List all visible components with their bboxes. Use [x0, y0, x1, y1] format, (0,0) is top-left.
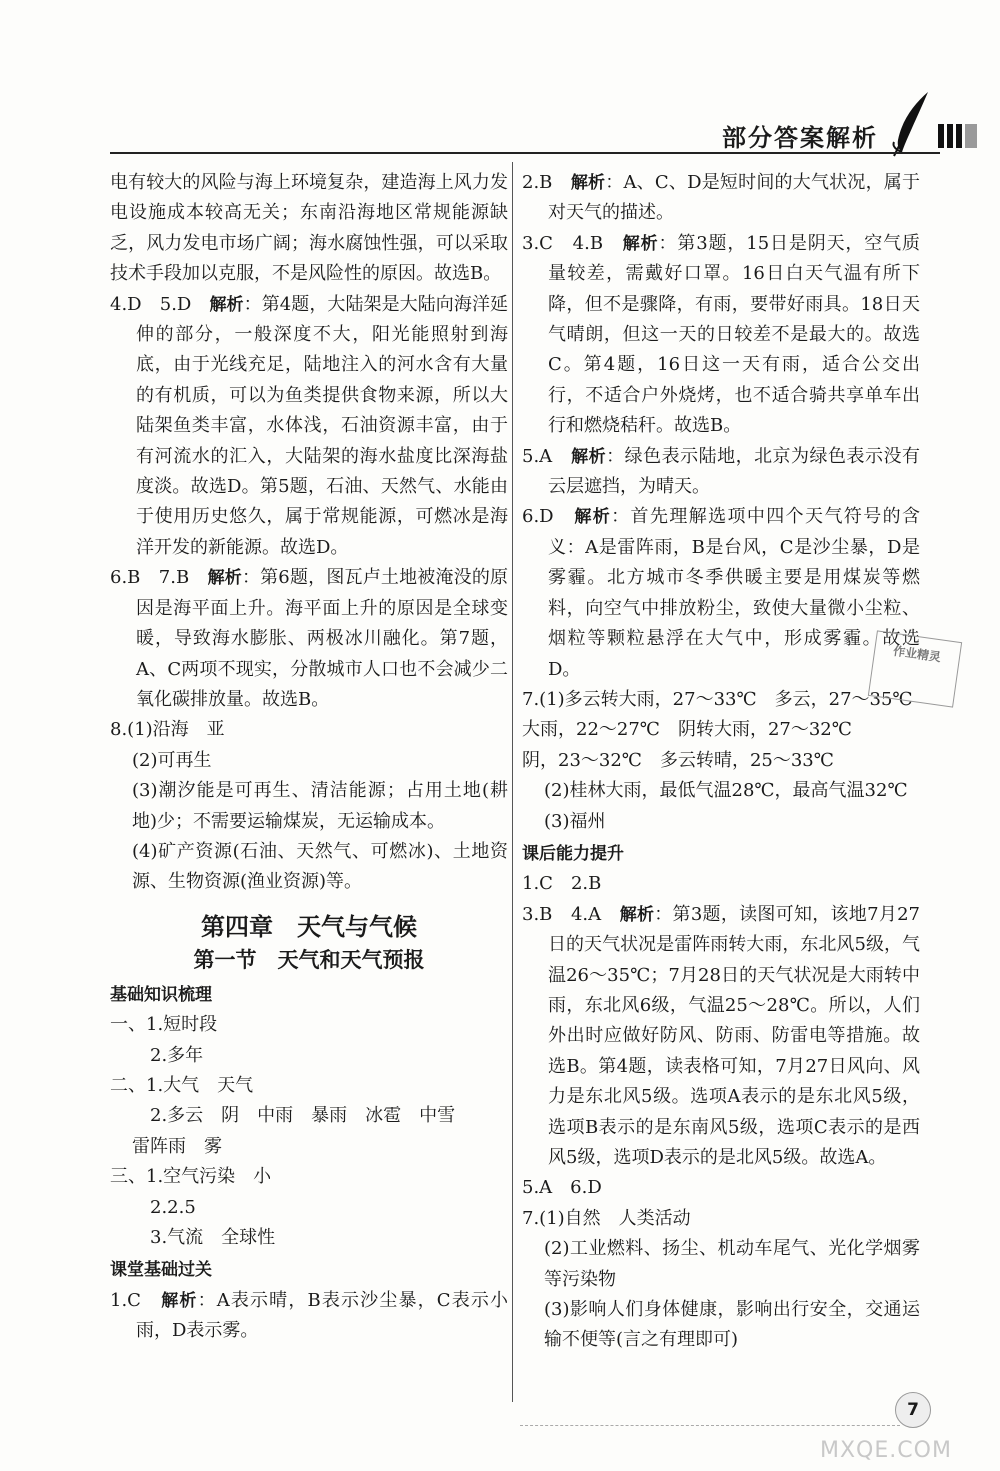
answer-number: 3.B 4.A — [522, 903, 620, 925]
header-decoration — [938, 124, 980, 148]
analysis-label: 解析 — [161, 1290, 198, 1311]
answer-line: 2.多年 — [150, 1044, 204, 1066]
answer-number: 1.C — [110, 1289, 162, 1311]
analysis-label: 解析 — [209, 294, 244, 315]
stamp — [868, 630, 962, 707]
answer-item — [110, 1286, 508, 1347]
analysis-text: ：第3题，读图可知，该地7月27日的天气状况是雷阵雨转大雨，东北风5级，气温26～35℃；7月28日的天气状况是大雨转中雨，东北风6级，气温25～28℃。所以，人们外出时应做好防风、防雨、防雷电等措施。故选B。第4题，读表格可知，7月27日风向、风力是东北风5级。选项A表示的是东北风5级，选项B表示的是东南风5级，选项C表示的是西风5级，选项D表示的是北风5级。故选A。 — [548, 903, 920, 1168]
answer-line: 2.2.5 — [150, 1196, 196, 1218]
analysis-label: 解析 — [574, 507, 612, 528]
answer-line: 1.C 2.B — [522, 873, 602, 895]
page-number: 7 — [895, 1392, 931, 1428]
subsection-heading: 课堂基础过关 — [110, 1260, 212, 1281]
answer-number: 5.A — [522, 445, 572, 467]
analysis-text: ：绿色表示陆地，北京为绿色表示没有云层遮挡，为晴天。 — [548, 445, 920, 498]
answer-line: 2.多云 阴 中雨 暴雨 冰雹 中雪 — [150, 1105, 456, 1127]
answer-item — [522, 168, 920, 229]
section-title: 第一节 天气和天气预报 — [193, 947, 425, 972]
analysis-text: ：A表示晴，B表示沙尘暴，C表示小雨，D表示雾。 — [136, 1289, 509, 1342]
analysis-label: 解析 — [207, 568, 242, 589]
answer-number: 6.B 7.B — [110, 567, 208, 589]
answer-line: 二、1.大气 天气 — [110, 1074, 254, 1096]
answer-item — [110, 563, 508, 715]
answer-line: (2)可再生 — [132, 749, 212, 771]
answer-line: (4)矿产资源(石油、天然气、可燃冰)、土地资源、生物资源(渔业资源)等。 — [132, 840, 508, 893]
answer-number: 3.C 4.B — [522, 232, 623, 254]
answer-item — [110, 290, 508, 564]
footer-rule — [520, 1425, 900, 1426]
analysis-label: 解析 — [570, 173, 606, 193]
answer-line: 3.气流 全球性 — [150, 1227, 276, 1248]
answer-item — [522, 900, 920, 1174]
answer-line: 阴，23～32℃ 多云转晴，25～33℃ — [522, 749, 834, 771]
answer-item — [522, 229, 920, 442]
answer-number: 6.D — [522, 506, 575, 528]
answer-line: 8.(1)沿海 亚 — [110, 719, 225, 741]
analysis-text: ：第6题，图瓦卢土地被淹没的原因是海平面上升。海平面上升的原因是全球变暖，导致海水膨胀、两极冰川融化。第7题，A、C两项不现实，分散城市人口也不会减少二氧化碳排放量。故选B。 — [136, 567, 509, 710]
answer-line: 7.(1)多云转大雨，27～33℃ 多云，27～35℃ — [522, 688, 913, 710]
answer-line: 大雨，22～27℃ 阴转大雨，27～32℃ — [522, 719, 852, 741]
stamp-text: 作业精灵 — [892, 643, 942, 665]
subsection-heading: 基础知识梳理 — [110, 984, 212, 1005]
analysis-text: ：首先理解选项中四个天气符号的含义：A是雷阵雨，B是台风，C是沙尘暴，D是雾霾。北方城市冬季供暖主要是用煤炭等燃料，向空气中排放粉尘，致使大量微小尘粒、烟粒等颗粒悬浮在大气中，形成雾霾。故选D。 — [548, 506, 921, 680]
left-column — [110, 168, 508, 1347]
analysis-text: ：A、C、D是短时间的大气状况，属于对天气的描述。 — [548, 172, 921, 224]
answer-number: 4.D 5.D — [110, 293, 210, 315]
analysis-label: 解析 — [571, 446, 607, 467]
feather-pen-icon — [888, 90, 936, 158]
answer-number: 2.B — [522, 172, 571, 193]
analysis-label: 解析 — [619, 904, 655, 925]
answer-line: (2)桂林大雨，最低气温28℃，最高气温32℃ — [544, 780, 908, 802]
header-rule — [110, 152, 940, 154]
answer-item — [522, 502, 920, 684]
column-divider — [512, 162, 513, 1402]
continued-text: 电有较大的风险与海上环境复杂，建造海上风力发电设施成本较高无关；东南沿海地区常规能源缺乏，风力发电市场广阔；海水腐蚀性强，可以采取技术手段加以克服，不是风险性的原因。故选B。 — [110, 172, 508, 285]
answer-line: (3)潮汐能是可再生、清洁能源；占用土地(耕地)少；不需要运输煤炭，无运输成本。 — [132, 780, 508, 832]
answer-line: 一、1.短时段 — [110, 1014, 218, 1036]
answer-line: 三、1.空气污染 小 — [110, 1166, 272, 1188]
answer-line: (3)影响人们身体健康，影响出行安全，交通运输不便等(言之有理即可) — [544, 1299, 920, 1351]
answer-line: 7.(1)自然 人类活动 — [522, 1207, 691, 1229]
answer-item — [522, 442, 920, 503]
chapter-title: 第四章 天气与气候 — [201, 912, 417, 941]
analysis-text: ：第3题，15日是阴天，空气质量较差，需戴好口罩。16日白天气温有所下降，但不是骤降，有雨，要带好雨具。18日天气晴朗，但这一天的日较差不是最大的。故选C。第4题，16日这一天有雨，适合公交出行，不适合户外烧烤，也不适合骑共享单车出行和燃烧秸秆。故选B。 — [548, 232, 920, 437]
right-column — [522, 168, 920, 1356]
analysis-text: ：第4题，大陆架是大陆向海洋延伸的部分，一般深度不大，阳光能照射到海底，由于光线充足，陆地注入的河水含有大量的有机质，可以为鱼类提供食物来源，所以大陆架鱼类丰富，水体浅，石油资源丰富，由于有河流水的汇入，大陆架的海水盐度比深海盐度淡。故选D。第5题，石油、天然气、水能由于使用历史悠久，属于常规能源，可燃冰是海洋开发的新能源。故选D。 — [136, 293, 509, 558]
answer-line: (3)福州 — [544, 810, 606, 832]
subsection-heading: 课后能力提升 — [522, 843, 624, 864]
watermark: MXQE.COM — [820, 1438, 952, 1463]
header-title: 部分答案解析 — [722, 124, 878, 152]
answer-line: 雷阵雨 雾 — [132, 1135, 222, 1157]
answer-line: (2)工业燃料、扬尘、机动车尾气、光化学烟雾等污染物 — [544, 1238, 920, 1290]
answer-line: 5.A 6.D — [522, 1177, 602, 1199]
analysis-label: 解析 — [622, 233, 659, 254]
